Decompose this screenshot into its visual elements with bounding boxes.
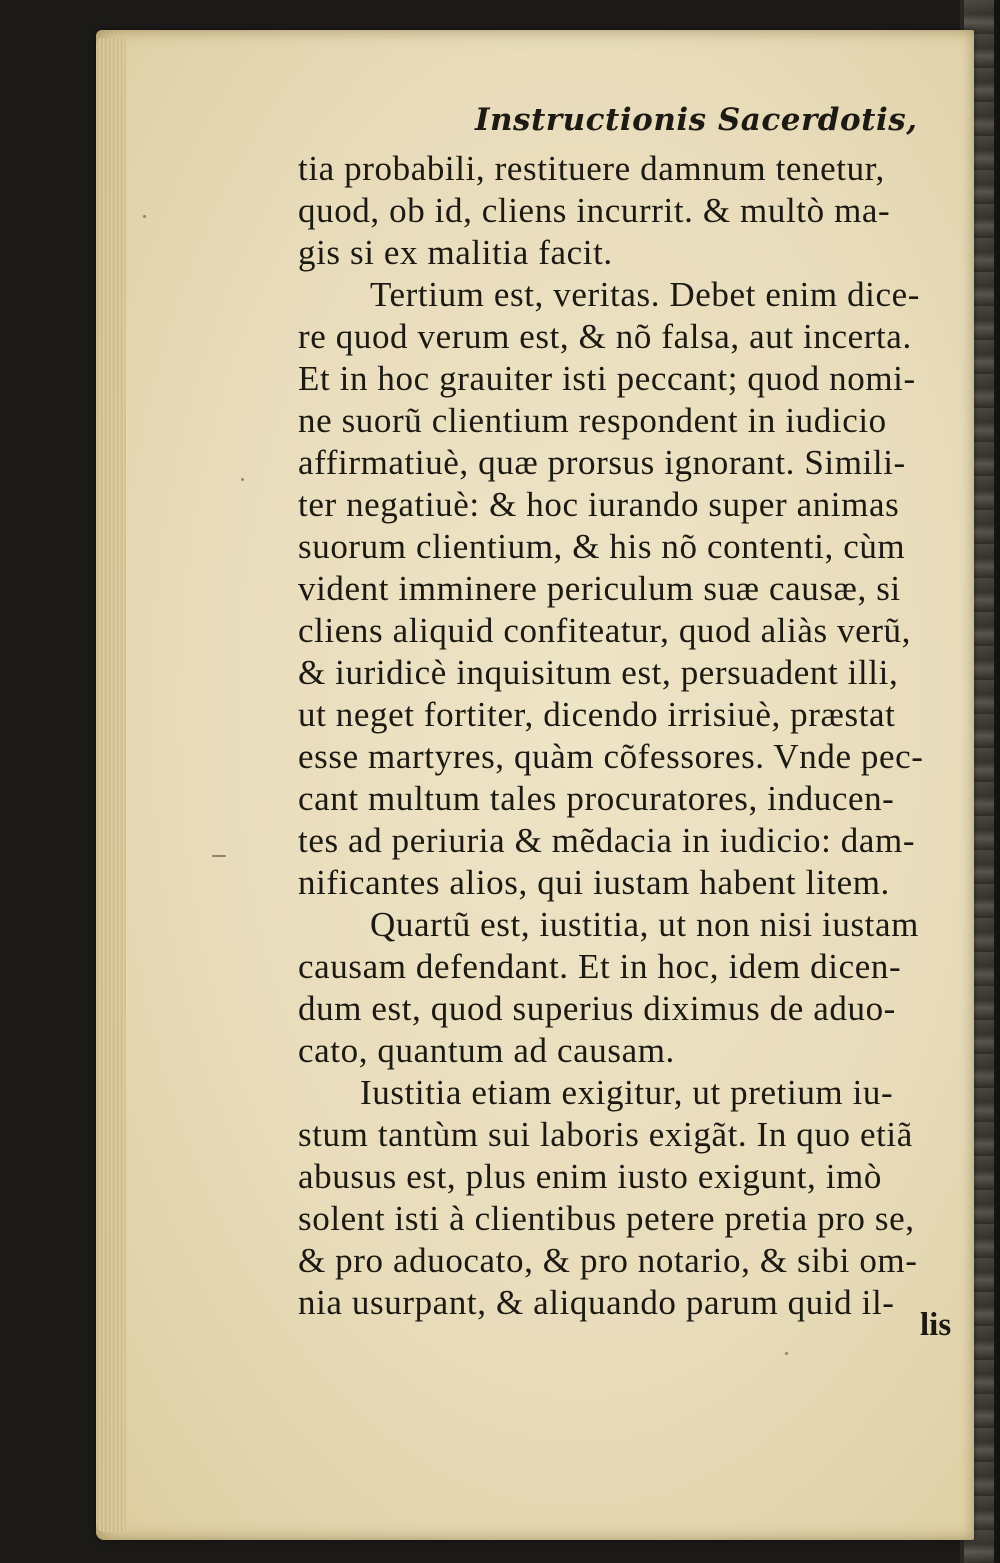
- catchword: lis: [920, 1307, 952, 1343]
- text-line: causam defendant. Et in hoc, idem dicen-: [298, 947, 902, 986]
- text-line: Tertium est, veritas. Debet enim dice-: [370, 275, 921, 314]
- text-line: stum tantùm sui laboris exigãt. In quo etiã: [298, 1115, 913, 1154]
- text-line: nia usurpant, & aliquando parum quid il-: [298, 1283, 895, 1322]
- text-line: cato, quantum ad causam.: [298, 1031, 675, 1070]
- text-line: nificantes alios, qui iustam habent litem.: [298, 863, 890, 902]
- text-line: abusus est, plus enim iusto exigunt, imò: [298, 1157, 882, 1196]
- text-line: ter negatiuè: & hoc iurando super animas: [298, 485, 900, 524]
- text-line: ne suorũ clientium respondent in iudicio: [298, 401, 887, 440]
- text-line: suorum clientium, & his nõ contenti, cùm: [298, 527, 906, 566]
- text-line: & iuridicè inquisitum est, persuadent illi,: [298, 653, 899, 692]
- paper-speck: [143, 215, 146, 218]
- text-line: gis si ex malitia facit.: [298, 233, 613, 272]
- text-line: tia probabili, restituere damnum tenetur,: [298, 149, 885, 188]
- text-line: dum est, quod superius diximus de aduo-: [298, 989, 896, 1028]
- paper-speck: [212, 855, 226, 857]
- page-edges: [96, 38, 126, 1532]
- text-line: Iustitia etiam exigitur, ut pretium iu-: [360, 1073, 894, 1112]
- text-line: esse martyres, quàm cõfessores. Vnde pec-: [298, 737, 924, 776]
- text-line: re quod verum est, & nõ falsa, aut incerta.: [298, 317, 912, 356]
- text-line: quod, ob id, cliens incurrit. & multò ma-: [298, 191, 891, 230]
- paper-speck: [785, 1352, 788, 1355]
- text-line: & pro aduocato, & pro notario, & sibi om-: [298, 1241, 918, 1280]
- text-line: cant multum tales procuratores, inducen-: [298, 779, 895, 818]
- text-line: cliens aliquid confiteatur, quod aliàs verũ,: [298, 611, 912, 650]
- text-line: tes ad periuria & mẽdacia in iudicio: dam-: [298, 821, 916, 860]
- text-line: vident imminere periculum suæ causæ, si: [298, 569, 901, 608]
- text-line: Et in hoc grauiter isti peccant; quod nomi-: [298, 359, 916, 398]
- text-line: ut neget fortiter, dicendo irrisiuè, præstat: [298, 695, 896, 734]
- text-line: affirmatiuè, quæ prorsus ignorant. Simili-: [298, 443, 906, 482]
- text-line: solent isti à clientibus petere pretia pro se,: [298, 1199, 915, 1238]
- paper-speck: [241, 478, 244, 481]
- running-head: Instructionis Sacerdotis,: [475, 102, 918, 138]
- text-line: Quartũ est, iustitia, ut non nisi iustam: [370, 905, 919, 944]
